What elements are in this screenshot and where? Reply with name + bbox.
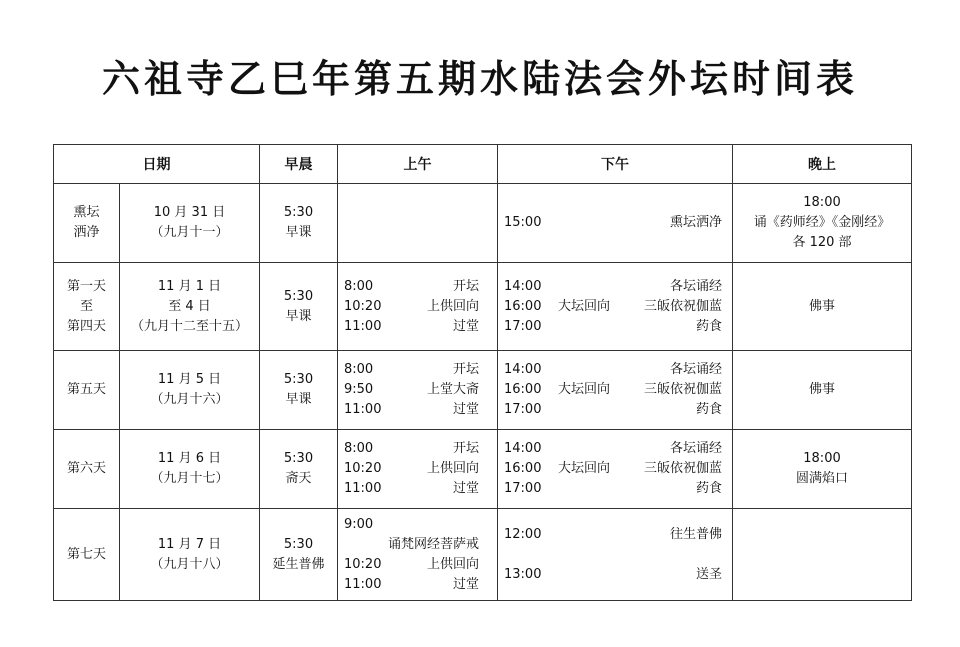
morning-cell — [260, 351, 338, 430]
am-activity: 开坛 — [452, 362, 479, 377]
morning-cell-line: 早课 — [285, 308, 312, 324]
pm-activity: 三皈依祝伽蓝 — [643, 382, 722, 397]
day-cell-line: 熏坛 — [73, 205, 100, 220]
am-activity: 上供回向 — [426, 298, 479, 314]
pm-time: 12:00 — [504, 526, 542, 542]
date-cell-line: 11 月 1 日 — [157, 278, 222, 294]
pm-activity: 各坛诵经 — [669, 278, 722, 294]
pm-time: 14:00 — [504, 278, 542, 294]
pm-item — [498, 439, 732, 459]
am-cell — [338, 509, 498, 601]
pm-location: 大坛回向 — [558, 382, 611, 397]
pm-item — [498, 459, 732, 479]
pm-cell — [498, 509, 733, 601]
am-cell — [338, 263, 498, 351]
date-cell-line: （九月十七） — [150, 471, 229, 486]
pm-item — [498, 213, 732, 233]
pm-time — [504, 545, 558, 565]
morning-cell-line: 5:30 — [283, 451, 314, 466]
pm-activity: 往生普佛 — [669, 526, 722, 542]
pm-cell — [498, 430, 733, 509]
date-cell-line: （九月十八） — [150, 556, 229, 572]
pm-time: 14:00 — [504, 441, 542, 456]
day-cell — [54, 351, 120, 430]
pm-item — [498, 360, 732, 380]
pm-location — [558, 439, 670, 459]
pm-item — [498, 277, 732, 297]
pm-location — [558, 213, 670, 233]
am-item — [338, 400, 497, 420]
date-cell — [120, 263, 260, 351]
am-time: 9:00 — [344, 516, 374, 532]
morning-cell — [260, 430, 338, 509]
am-time: 11:00 — [344, 576, 382, 592]
page-title: 六祖寺乙巳年第五期水陆法会外坛时间表 — [101, 56, 858, 101]
morning-cell-line: 5:30 — [283, 536, 314, 552]
am-activity: 过堂 — [452, 481, 479, 496]
day-cell-line: 第七天 — [66, 546, 106, 562]
pm-location — [558, 545, 722, 565]
am-activity: 上堂大斋 — [426, 382, 479, 397]
morning-cell-line: 5:30 — [283, 372, 314, 387]
table-row — [54, 430, 912, 509]
pm-time: 17:00 — [504, 318, 542, 334]
date-cell-line: 11 月 5 日 — [157, 372, 222, 387]
header-row — [54, 145, 912, 184]
am-activity: 诵梵网经菩萨戒 — [387, 536, 479, 552]
day-cell — [54, 509, 120, 601]
date-cell — [120, 351, 260, 430]
evening-cell — [733, 509, 912, 601]
am-time: 9:50 — [344, 382, 374, 397]
pm-activity: 各坛诵经 — [669, 441, 722, 456]
pm-activity: 送圣 — [695, 566, 722, 582]
table-row — [54, 351, 912, 430]
pm-item — [498, 400, 732, 420]
am-time: 11:00 — [344, 402, 382, 417]
date-cell-line: 至 4 日 — [168, 298, 211, 314]
pm-cell — [498, 184, 733, 263]
day-cell — [54, 430, 120, 509]
evening-cell-line: 18:00 — [803, 451, 841, 466]
am-item — [338, 575, 497, 595]
table-row — [54, 509, 912, 601]
table-row — [54, 263, 912, 351]
am-time — [344, 535, 384, 555]
pm-item — [498, 317, 732, 337]
morning-cell — [260, 184, 338, 263]
am-activity: 过堂 — [452, 402, 479, 417]
day-cell-line: 第六天 — [66, 461, 106, 476]
pm-activity: 三皈依祝伽蓝 — [643, 461, 722, 476]
pm-item — [498, 565, 732, 585]
evening-cell-line: 诵《药师经》《金刚经》 — [753, 215, 891, 230]
day-cell — [54, 184, 120, 263]
am-time: 10:20 — [344, 461, 382, 476]
am-item — [338, 297, 497, 317]
date-cell — [120, 430, 260, 509]
table-row — [54, 184, 912, 263]
am-time: 10:20 — [344, 556, 382, 572]
evening-cell-line: 圆满焰口 — [795, 471, 848, 486]
evening-cell — [733, 184, 912, 263]
am-item — [338, 380, 497, 400]
morning-cell-line: 早课 — [285, 392, 312, 407]
am-cell — [338, 430, 498, 509]
am-item — [338, 360, 497, 380]
evening-cell-line: 佛事 — [808, 298, 835, 314]
header-morning: 早晨 — [260, 145, 338, 184]
evening-cell — [733, 263, 912, 351]
pm-activity: 药食 — [695, 402, 722, 417]
header-pm: 下午 — [498, 145, 733, 184]
pm-location — [558, 400, 696, 420]
pm-item — [498, 545, 732, 565]
am-time: 10:20 — [344, 298, 382, 314]
header-evening: 晚上 — [733, 145, 912, 184]
pm-location — [558, 277, 670, 297]
am-item — [338, 535, 497, 555]
morning-cell-line: 斋天 — [285, 471, 312, 486]
morning-cell-line: 5:30 — [283, 288, 314, 304]
date-cell-line: 10 月 31 日 — [153, 205, 226, 220]
am-item — [338, 459, 497, 479]
pm-cell — [498, 351, 733, 430]
header-date: 日期 — [54, 145, 260, 184]
morning-cell-line: 早课 — [285, 225, 312, 240]
evening-cell-line: 佛事 — [808, 382, 835, 397]
am-cell — [338, 351, 498, 430]
pm-cell — [498, 263, 733, 351]
morning-cell-line: 5:30 — [283, 205, 314, 220]
pm-location — [558, 525, 670, 545]
am-activity: 过堂 — [452, 576, 479, 592]
date-cell-line: （九月十一） — [150, 225, 229, 240]
pm-location: 大坛回向 — [558, 298, 611, 314]
morning-cell — [260, 509, 338, 601]
pm-time: 16:00 — [504, 382, 542, 397]
pm-time: 14:00 — [504, 362, 542, 377]
pm-activity: 熏坛洒净 — [669, 215, 722, 230]
pm-item — [498, 479, 732, 499]
date-cell-line: （九月十六） — [150, 392, 229, 407]
evening-cell-line: 各 120 部 — [792, 235, 852, 250]
evening-cell-line: 18:00 — [803, 195, 841, 210]
am-item — [338, 555, 497, 575]
pm-location — [558, 317, 696, 337]
am-cell — [338, 184, 498, 263]
pm-activity: 各坛诵经 — [669, 362, 722, 377]
pm-time: 16:00 — [504, 298, 542, 314]
am-item — [338, 515, 497, 535]
date-cell-line: 11 月 6 日 — [157, 451, 222, 466]
am-time: 8:00 — [344, 278, 374, 294]
am-time: 11:00 — [344, 481, 382, 496]
pm-time: 13:00 — [504, 566, 542, 582]
pm-time: 17:00 — [504, 481, 542, 496]
pm-activity: 三皈依祝伽蓝 — [643, 298, 722, 314]
pm-location — [558, 479, 696, 499]
am-item — [338, 439, 497, 459]
pm-location — [558, 565, 696, 585]
am-activity: 上供回向 — [426, 461, 479, 476]
pm-time: 16:00 — [504, 461, 542, 476]
am-activity: 过堂 — [452, 318, 479, 334]
pm-location — [558, 360, 670, 380]
day-cell-line: 第四天 — [66, 318, 106, 334]
am-time: 8:00 — [344, 441, 374, 456]
day-cell-line: 至 — [79, 298, 93, 314]
am-activity: 开坛 — [452, 278, 479, 294]
pm-time: 15:00 — [504, 215, 542, 230]
day-cell-line: 洒净 — [73, 225, 100, 240]
day-cell-line: 第一天 — [66, 278, 106, 294]
am-activity: 上供回向 — [426, 556, 479, 572]
date-cell — [120, 184, 260, 263]
pm-time: 17:00 — [504, 402, 542, 417]
am-time: 11:00 — [344, 318, 382, 334]
pm-item — [498, 297, 732, 317]
day-cell — [54, 263, 120, 351]
header-am: 上午 — [338, 145, 498, 184]
am-time: 8:00 — [344, 362, 374, 377]
evening-cell — [733, 351, 912, 430]
pm-item — [498, 380, 732, 400]
am-item — [338, 479, 497, 499]
date-cell-line: 11 月 7 日 — [157, 536, 222, 552]
pm-item — [498, 525, 732, 545]
am-item — [338, 277, 497, 297]
date-cell — [120, 509, 260, 601]
schedule-table — [53, 144, 912, 601]
schedule-body — [54, 184, 912, 601]
am-item — [338, 317, 497, 337]
date-cell-line: （九月十二至十五） — [130, 318, 248, 334]
am-activity: 开坛 — [452, 441, 479, 456]
pm-activity: 药食 — [695, 318, 722, 334]
evening-cell — [733, 430, 912, 509]
pm-location: 大坛回向 — [558, 461, 611, 476]
pm-activity: 药食 — [695, 481, 722, 496]
morning-cell-line: 延生普佛 — [272, 556, 325, 572]
morning-cell — [260, 263, 338, 351]
day-cell-line: 第五天 — [66, 382, 106, 397]
